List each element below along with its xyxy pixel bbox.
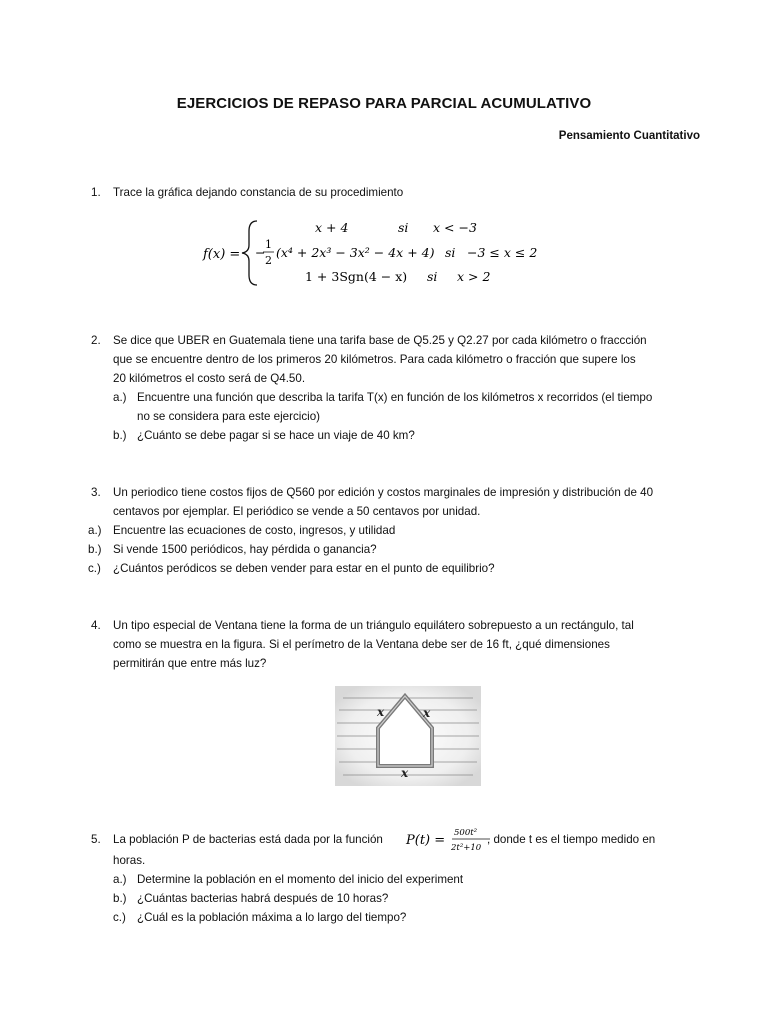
q3-line-2: centavos por ejemplar. El periódico se vende a 50 centavos por unidad. — [113, 505, 481, 518]
q1-case2-cond: −3 ≤ x ≤ 2 — [467, 245, 538, 260]
page-title: EJERCICIOS DE REPASO PARA PARCIAL ACUMULATIVO — [176, 95, 592, 112]
q5-b-label: b.) — [113, 892, 127, 905]
q2-b-text: ¿Cuánto se debe pagar si se hace un viaje de 40 km? — [137, 429, 415, 442]
figure-label-bottom: x — [401, 766, 409, 780]
q3-line-1: Un periodico tiene costos fijos de Q560 por edición y costos marginales de impresión y distribución de 40 — [113, 486, 654, 499]
q1-case3-si: si — [427, 269, 438, 284]
q5-text-before: La población P de bacterias está dada por la función — [113, 833, 383, 846]
q3-c-text: ¿Cuántos peródicos se deben vender para estar en el punto de equilibrio? — [113, 562, 495, 575]
figure-label-right: x — [423, 706, 431, 720]
q2-line-1: Se dice que UBER en Guatemala tiene una tarifa base de Q5.25 y Q2.27 por cada kilómetro o fraccción — [113, 334, 647, 347]
q3-b-label: b.) — [88, 543, 102, 556]
q5-c-text: ¿Cuál es la población máxima a lo largo del tiempo? — [137, 911, 407, 924]
q5-func-den: 2t²+10 — [451, 843, 482, 853]
q1-case2-si: si — [445, 245, 456, 260]
q1-number: 1. — [91, 186, 101, 199]
q3-a-label: a.) — [88, 524, 102, 537]
q5-a-text: Determine la población en el momento del inicio del experiment — [137, 873, 464, 886]
q3-number: 3. — [91, 486, 101, 499]
q1-frac-den: 2 — [265, 254, 272, 267]
q5-text-after: , donde t es el tiempo medido en — [487, 833, 656, 846]
q3-a-text: Encuentre las ecuaciones de costo, ingresos, y utilidad — [113, 524, 396, 537]
q5-func-num: 500t² — [454, 828, 478, 838]
q4-number: 4. — [91, 619, 101, 632]
q4-line-3: permitirán que entre más luz? — [113, 657, 267, 670]
q4-line-1: Un tipo especial de Ventana tiene la forma de un triángulo equilátero sobrepuesto a un rectángulo, tal — [113, 619, 634, 632]
q1-case3-cond: x > 2 — [457, 269, 491, 284]
q1-case3-expr: 1 + 3Sgn(4 − x) — [305, 269, 408, 284]
q5-function — [404, 823, 496, 855]
q1-case1-expr: x + 4 — [315, 220, 349, 235]
q1-frac-num: 1 — [265, 238, 272, 251]
q2-a-line-1: Encuentre una función que describa la tarifa T(x) en función de los kilómetros x recorridos (el tiempo — [137, 391, 653, 404]
q1-text: Trace la gráfica dejando constancia de su procedimiento — [113, 186, 404, 199]
course-name: Pensamiento Cuantitativo — [558, 130, 700, 142]
q4-line-2: como se muestra en la figura. Si el perímetro de la Ventana debe ser de 16 ft, ¿qué dimensiones — [113, 638, 610, 651]
q1-fx: f(x) = — [203, 247, 241, 262]
q2-number: 2. — [91, 334, 101, 347]
q5-func-lhs: P(t) = — [406, 833, 446, 848]
q1-case1-cond: x < −3 — [433, 220, 477, 235]
q3-c-label: c.) — [88, 562, 101, 575]
q5-number: 5. — [91, 833, 101, 846]
q2-line-3: 20 kilómetros el costo será de Q4.50. — [113, 372, 306, 385]
q2-b-label: b.) — [113, 429, 127, 442]
q1-case1-si: si — [398, 220, 409, 235]
q5-c-label: c.) — [113, 911, 126, 924]
q2-a-label: a.) — [113, 391, 127, 404]
q2-line-2: que se encuentre dentro de los primeros 20 kilómetros. Para cada kilómetro o fracción que supere los — [113, 353, 636, 366]
q1-minus-sign: − — [255, 245, 266, 260]
figure-label-left: x — [377, 705, 385, 719]
q5-a-label: a.) — [113, 873, 127, 886]
q1-case2-expr: (x⁴ + 2x³ − 3x² − 4x + 4) — [276, 245, 435, 260]
q5-text-line-2: horas. — [113, 854, 146, 867]
window-figure — [335, 686, 481, 786]
q2-a-line-2: no se considera para este ejercicio) — [137, 410, 321, 423]
q1-piecewise-function — [195, 215, 555, 287]
q5-b-text: ¿Cuántas bacterias habrá después de 10 horas? — [137, 892, 389, 905]
q3-b-text: Si vende 1500 periódicos, hay pérdida o ganancia? — [113, 543, 377, 556]
